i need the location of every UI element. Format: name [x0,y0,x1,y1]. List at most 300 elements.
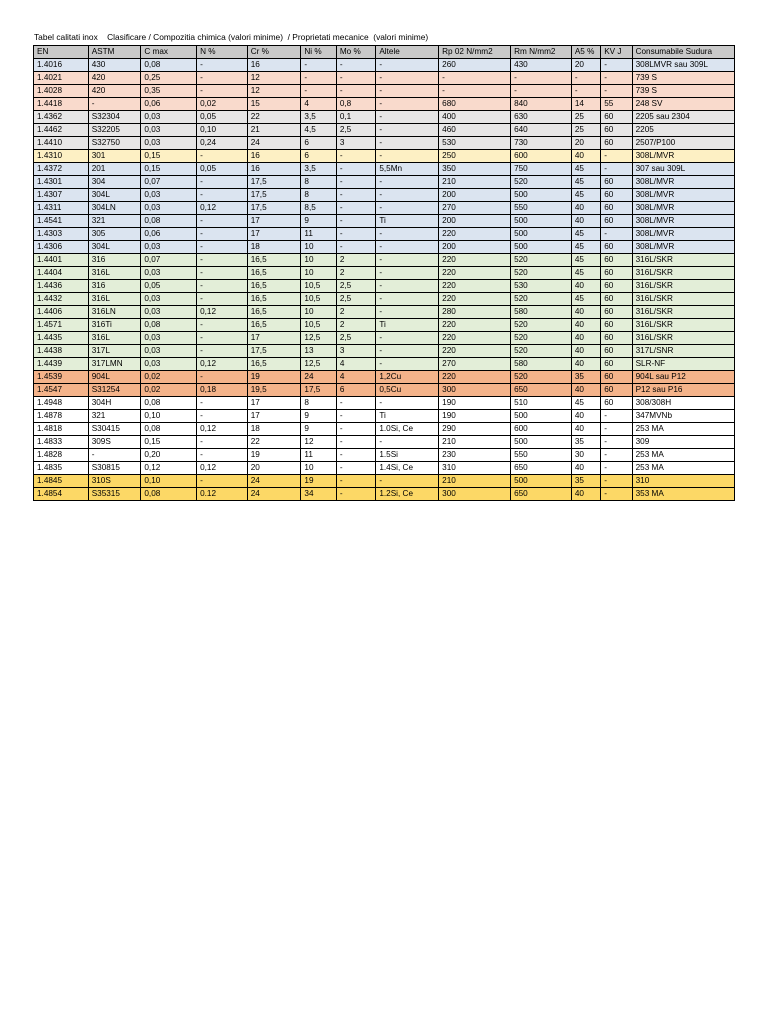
cell-consumabile: 316L/SKR [632,306,734,319]
cell-kv: 60 [601,189,632,202]
cell-en: 1.4835 [34,462,89,475]
cell-rp02: - [439,72,511,85]
table-row [34,202,735,215]
cell-rm: 550 [511,449,572,462]
cell-astm: 316 [88,254,141,267]
cell-en: 1.4401 [34,254,89,267]
cell-en: 1.4462 [34,124,89,137]
cell-consumabile: 316L/SKR [632,254,734,267]
cell-a5: 45 [571,397,600,410]
cell-altele: - [376,137,439,150]
cell-astm: S32205 [88,124,141,137]
cell-ni: 9 [301,423,336,436]
cell-consumabile: 2507/P100 [632,137,734,150]
cell-astm: 304L [88,189,141,202]
cell-consumabile: 2205 sau 2304 [632,111,734,124]
cell-c-max: 0,06 [141,98,197,111]
cell-altele: 1.5Si [376,449,439,462]
cell-astm: 304LN [88,202,141,215]
cell-kv: 60 [601,345,632,358]
cell-en: 1.4438 [34,345,89,358]
cell-n: - [197,241,248,254]
table-row [34,228,735,241]
cell-rm: 520 [511,267,572,280]
cell-c-max: 0,08 [141,488,197,501]
cell-cr: 17 [247,410,301,423]
col-header-en: EN [34,46,89,59]
cell-astm: S32304 [88,111,141,124]
cell-en: 1.4372 [34,163,89,176]
cell-cr: 16,5 [247,267,301,280]
cell-a5: 40 [571,462,600,475]
cell-kv: - [601,488,632,501]
cell-rm: 520 [511,371,572,384]
cell-n: - [197,397,248,410]
cell-en: 1.4854 [34,488,89,501]
cell-en: 1.4845 [34,475,89,488]
table-row [34,462,735,475]
cell-kv: - [601,150,632,163]
cell-ni: 10 [301,306,336,319]
cell-altele: - [376,111,439,124]
cell-astm: 309S [88,436,141,449]
cell-rp02: - [439,85,511,98]
table-row [34,423,735,436]
cell-kv: 60 [601,202,632,215]
table-row [34,150,735,163]
cell-cr: 17 [247,215,301,228]
cell-astm: 304L [88,241,141,254]
cell-en: 1.4432 [34,293,89,306]
cell-rp02: 270 [439,358,511,371]
cell-rm: 520 [511,345,572,358]
cell-rm: 500 [511,241,572,254]
cell-astm: 316L [88,332,141,345]
cell-astm: 316L [88,293,141,306]
cell-en: 1.4547 [34,384,89,397]
cell-c-max: 0,35 [141,85,197,98]
cell-astm: S32750 [88,137,141,150]
cell-a5: 35 [571,371,600,384]
cell-a5: 40 [571,345,600,358]
cell-c-max: 0,02 [141,371,197,384]
cell-astm: 316 [88,280,141,293]
cell-rp02: 400 [439,111,511,124]
cell-rp02: 210 [439,176,511,189]
cell-cr: 24 [247,475,301,488]
table-row [34,241,735,254]
cell-astm: 317LMN [88,358,141,371]
cell-mo: - [336,85,376,98]
cell-rm: 730 [511,137,572,150]
cell-en: 1.4303 [34,228,89,241]
cell-cr: 19 [247,371,301,384]
cell-c-max: 0,03 [141,111,197,124]
cell-rp02: 230 [439,449,511,462]
cell-n: - [197,59,248,72]
cell-consumabile: 307 sau 309L [632,163,734,176]
cell-kv: 60 [601,397,632,410]
cell-kv: 60 [601,280,632,293]
cell-mo: 0,8 [336,98,376,111]
cell-a5: 40 [571,306,600,319]
cell-mo: 2 [336,267,376,280]
cell-consumabile: 316L/SKR [632,280,734,293]
cell-a5: 35 [571,436,600,449]
cell-ni: 8 [301,176,336,189]
cell-n: - [197,228,248,241]
cell-rm: 510 [511,397,572,410]
cell-n: - [197,189,248,202]
cell-consumabile: 308L/MVR [632,176,734,189]
cell-en: 1.4410 [34,137,89,150]
table-row [34,189,735,202]
cell-a5: 35 [571,475,600,488]
cell-consumabile: 310 [632,475,734,488]
cell-consumabile: 248 SV [632,98,734,111]
cell-mo: 2 [336,254,376,267]
cell-mo: - [336,436,376,449]
cell-kv: 60 [601,215,632,228]
cell-rm: 430 [511,59,572,72]
table-row [34,280,735,293]
cell-en: 1.4310 [34,150,89,163]
cell-cr: 19 [247,449,301,462]
cell-rm: 520 [511,332,572,345]
cell-a5: 40 [571,423,600,436]
cell-rp02: 530 [439,137,511,150]
cell-ni: 6 [301,137,336,150]
cell-rp02: 460 [439,124,511,137]
cell-consumabile: 353 MA [632,488,734,501]
cell-consumabile: 739 S [632,85,734,98]
cell-cr: 20 [247,462,301,475]
cell-kv: 60 [601,111,632,124]
cell-en: 1.4948 [34,397,89,410]
cell-en: 1.4418 [34,98,89,111]
cell-a5: 40 [571,488,600,501]
cell-c-max: 0,05 [141,280,197,293]
cell-c-max: 0,10 [141,410,197,423]
cell-a5: 45 [571,176,600,189]
cell-consumabile: 317L/SNR [632,345,734,358]
cell-mo: - [336,163,376,176]
cell-n: - [197,410,248,423]
cell-mo: - [336,176,376,189]
cell-altele: - [376,98,439,111]
cell-mo: - [336,150,376,163]
cell-a5: - [571,85,600,98]
cell-altele: - [376,280,439,293]
cell-mo: - [336,397,376,410]
table-row [34,59,735,72]
cell-ni: 10 [301,241,336,254]
cell-en: 1.4016 [34,59,89,72]
cell-mo: - [336,449,376,462]
cell-altele: - [376,267,439,280]
cell-consumabile: 308L/MVR [632,150,734,163]
cell-kv: - [601,475,632,488]
cell-ni: - [301,85,336,98]
cell-n: 0,12 [197,306,248,319]
cell-n: 0,05 [197,111,248,124]
cell-astm: 305 [88,228,141,241]
cell-cr: 16 [247,150,301,163]
cell-n: 0.12 [197,488,248,501]
cell-a5: 30 [571,449,600,462]
col-header-rp02: Rp 02 N/mm2 [439,46,511,59]
cell-a5: 40 [571,410,600,423]
cell-astm: - [88,98,141,111]
cell-a5: 40 [571,384,600,397]
cell-cr: 24 [247,137,301,150]
cell-kv: 55 [601,98,632,111]
cell-cr: 16,5 [247,254,301,267]
cell-cr: 21 [247,124,301,137]
cell-rm: 630 [511,111,572,124]
cell-astm: S30815 [88,462,141,475]
cell-n: - [197,280,248,293]
cell-rp02: 220 [439,267,511,280]
cell-cr: 22 [247,111,301,124]
cell-cr: 16,5 [247,293,301,306]
table-title: Tabel calitati inox Clasificare / Compozitia chimica (valori minime) / Proprietati mecanice (valori minime) [34,32,429,42]
cell-mo: - [336,215,376,228]
cell-a5: 20 [571,137,600,150]
cell-mo: 2 [336,306,376,319]
col-header-kv: KV J [601,46,632,59]
stainless-grades-table [33,45,735,501]
cell-mo: 2,5 [336,332,376,345]
cell-rm: 650 [511,384,572,397]
cell-altele: Ti [376,319,439,332]
cell-consumabile: 316L/SKR [632,267,734,280]
cell-n: 0,02 [197,98,248,111]
cell-a5: 45 [571,267,600,280]
cell-rp02: 220 [439,254,511,267]
cell-en: 1.4307 [34,189,89,202]
cell-n: - [197,150,248,163]
cell-a5: 45 [571,241,600,254]
cell-mo: 2,5 [336,280,376,293]
cell-rp02: 220 [439,319,511,332]
cell-consumabile: 347MVNb [632,410,734,423]
table-row [34,98,735,111]
table-row [34,254,735,267]
cell-n: 0,12 [197,358,248,371]
cell-rm: 650 [511,488,572,501]
cell-c-max: 0,03 [141,124,197,137]
cell-en: 1.4311 [34,202,89,215]
cell-kv: - [601,436,632,449]
cell-en: 1.4833 [34,436,89,449]
cell-kv: - [601,72,632,85]
cell-rp02: 310 [439,462,511,475]
cell-n: - [197,436,248,449]
table-row [34,163,735,176]
cell-a5: 40 [571,150,600,163]
cell-en: 1.4828 [34,449,89,462]
cell-c-max: 0,08 [141,319,197,332]
cell-altele: - [376,176,439,189]
table-row [34,215,735,228]
cell-altele: 0,5Cu [376,384,439,397]
col-header-altele: Altele [376,46,439,59]
cell-rp02: 220 [439,332,511,345]
cell-consumabile: 308L/MVR [632,228,734,241]
cell-c-max: 0,06 [141,228,197,241]
cell-a5: 40 [571,358,600,371]
cell-altele: 1.0Si, Ce [376,423,439,436]
cell-c-max: 0,03 [141,202,197,215]
cell-rm: 500 [511,228,572,241]
cell-rm: 500 [511,436,572,449]
cell-altele: - [376,59,439,72]
cell-astm: S30415 [88,423,141,436]
cell-kv: 60 [601,293,632,306]
cell-mo: 2,5 [336,293,376,306]
col-header-astm: ASTM [88,46,141,59]
cell-rp02: 250 [439,150,511,163]
cell-astm: 316Ti [88,319,141,332]
cell-mo: - [336,72,376,85]
cell-rp02: 220 [439,371,511,384]
table-row [34,345,735,358]
cell-consumabile: 316L/SKR [632,293,734,306]
cell-consumabile: 308/308H [632,397,734,410]
cell-rp02: 300 [439,384,511,397]
cell-c-max: 0,03 [141,332,197,345]
cell-cr: 12 [247,72,301,85]
cell-kv: 60 [601,319,632,332]
cell-a5: 25 [571,111,600,124]
cell-cr: 18 [247,423,301,436]
cell-kv: - [601,449,632,462]
col-header-mo: Mo % [336,46,376,59]
cell-astm: 304H [88,397,141,410]
cell-ni: 12 [301,436,336,449]
cell-mo: - [336,59,376,72]
cell-altele: 1.4Si, Ce [376,462,439,475]
cell-n: 0,18 [197,384,248,397]
col-header-n: N % [197,46,248,59]
cell-mo: - [336,189,376,202]
cell-altele: 1,2Cu [376,371,439,384]
cell-c-max: 0,15 [141,163,197,176]
cell-en: 1.4362 [34,111,89,124]
cell-ni: 12,5 [301,332,336,345]
cell-astm: 321 [88,410,141,423]
cell-mo: 0,1 [336,111,376,124]
cell-astm: 301 [88,150,141,163]
cell-kv: - [601,462,632,475]
cell-astm: 420 [88,85,141,98]
cell-ni: 10,5 [301,280,336,293]
table-row [34,111,735,124]
cell-mo: - [336,488,376,501]
cell-n: 0,24 [197,137,248,150]
cell-astm: 201 [88,163,141,176]
cell-altele: - [376,254,439,267]
cell-ni: 11 [301,449,336,462]
cell-n: - [197,267,248,280]
cell-n: 0,12 [197,202,248,215]
cell-cr: 16 [247,163,301,176]
cell-consumabile: 308L/MVR [632,215,734,228]
cell-en: 1.4406 [34,306,89,319]
cell-en: 1.4818 [34,423,89,436]
cell-consumabile: 253 MA [632,423,734,436]
cell-a5: 45 [571,163,600,176]
cell-consumabile: 308LMVR sau 309L [632,59,734,72]
cell-consumabile: 253 MA [632,462,734,475]
cell-en: 1.4571 [34,319,89,332]
cell-en: 1.4404 [34,267,89,280]
cell-kv: - [601,228,632,241]
cell-cr: 24 [247,488,301,501]
cell-rp02: 260 [439,59,511,72]
cell-cr: 12 [247,85,301,98]
cell-mo: - [336,462,376,475]
cell-a5: - [571,72,600,85]
cell-altele: - [376,475,439,488]
cell-astm: 316LN [88,306,141,319]
cell-n: 0,10 [197,124,248,137]
cell-n: - [197,85,248,98]
cell-rp02: 210 [439,475,511,488]
cell-rm: 520 [511,254,572,267]
cell-astm: 316L [88,267,141,280]
table-row [34,436,735,449]
cell-consumabile: 309 [632,436,734,449]
cell-ni: 13 [301,345,336,358]
cell-mo: - [336,423,376,436]
cell-a5: 45 [571,189,600,202]
cell-mo: - [336,241,376,254]
cell-astm: 420 [88,72,141,85]
cell-altele: Ti [376,410,439,423]
table-row [34,410,735,423]
cell-ni: 4 [301,98,336,111]
cell-altele: - [376,189,439,202]
cell-kv: 60 [601,241,632,254]
cell-en: 1.4435 [34,332,89,345]
cell-kv: 60 [601,137,632,150]
cell-kv: 60 [601,332,632,345]
cell-altele: - [376,85,439,98]
table-row [34,306,735,319]
cell-kv: 60 [601,371,632,384]
cell-cr: 16,5 [247,306,301,319]
cell-rm: 580 [511,306,572,319]
cell-altele: - [376,228,439,241]
cell-altele: - [376,293,439,306]
cell-n: - [197,215,248,228]
cell-c-max: 0,03 [141,293,197,306]
cell-n: 0,05 [197,163,248,176]
cell-rp02: 220 [439,228,511,241]
table-row [34,332,735,345]
cell-rm: 640 [511,124,572,137]
cell-consumabile: SLR-NF [632,358,734,371]
table-row [34,449,735,462]
cell-consumabile: P12 sau P16 [632,384,734,397]
cell-altele: - [376,72,439,85]
cell-altele: - [376,436,439,449]
cell-a5: 40 [571,280,600,293]
cell-altele: Ti [376,215,439,228]
cell-altele: 5,5Mn [376,163,439,176]
